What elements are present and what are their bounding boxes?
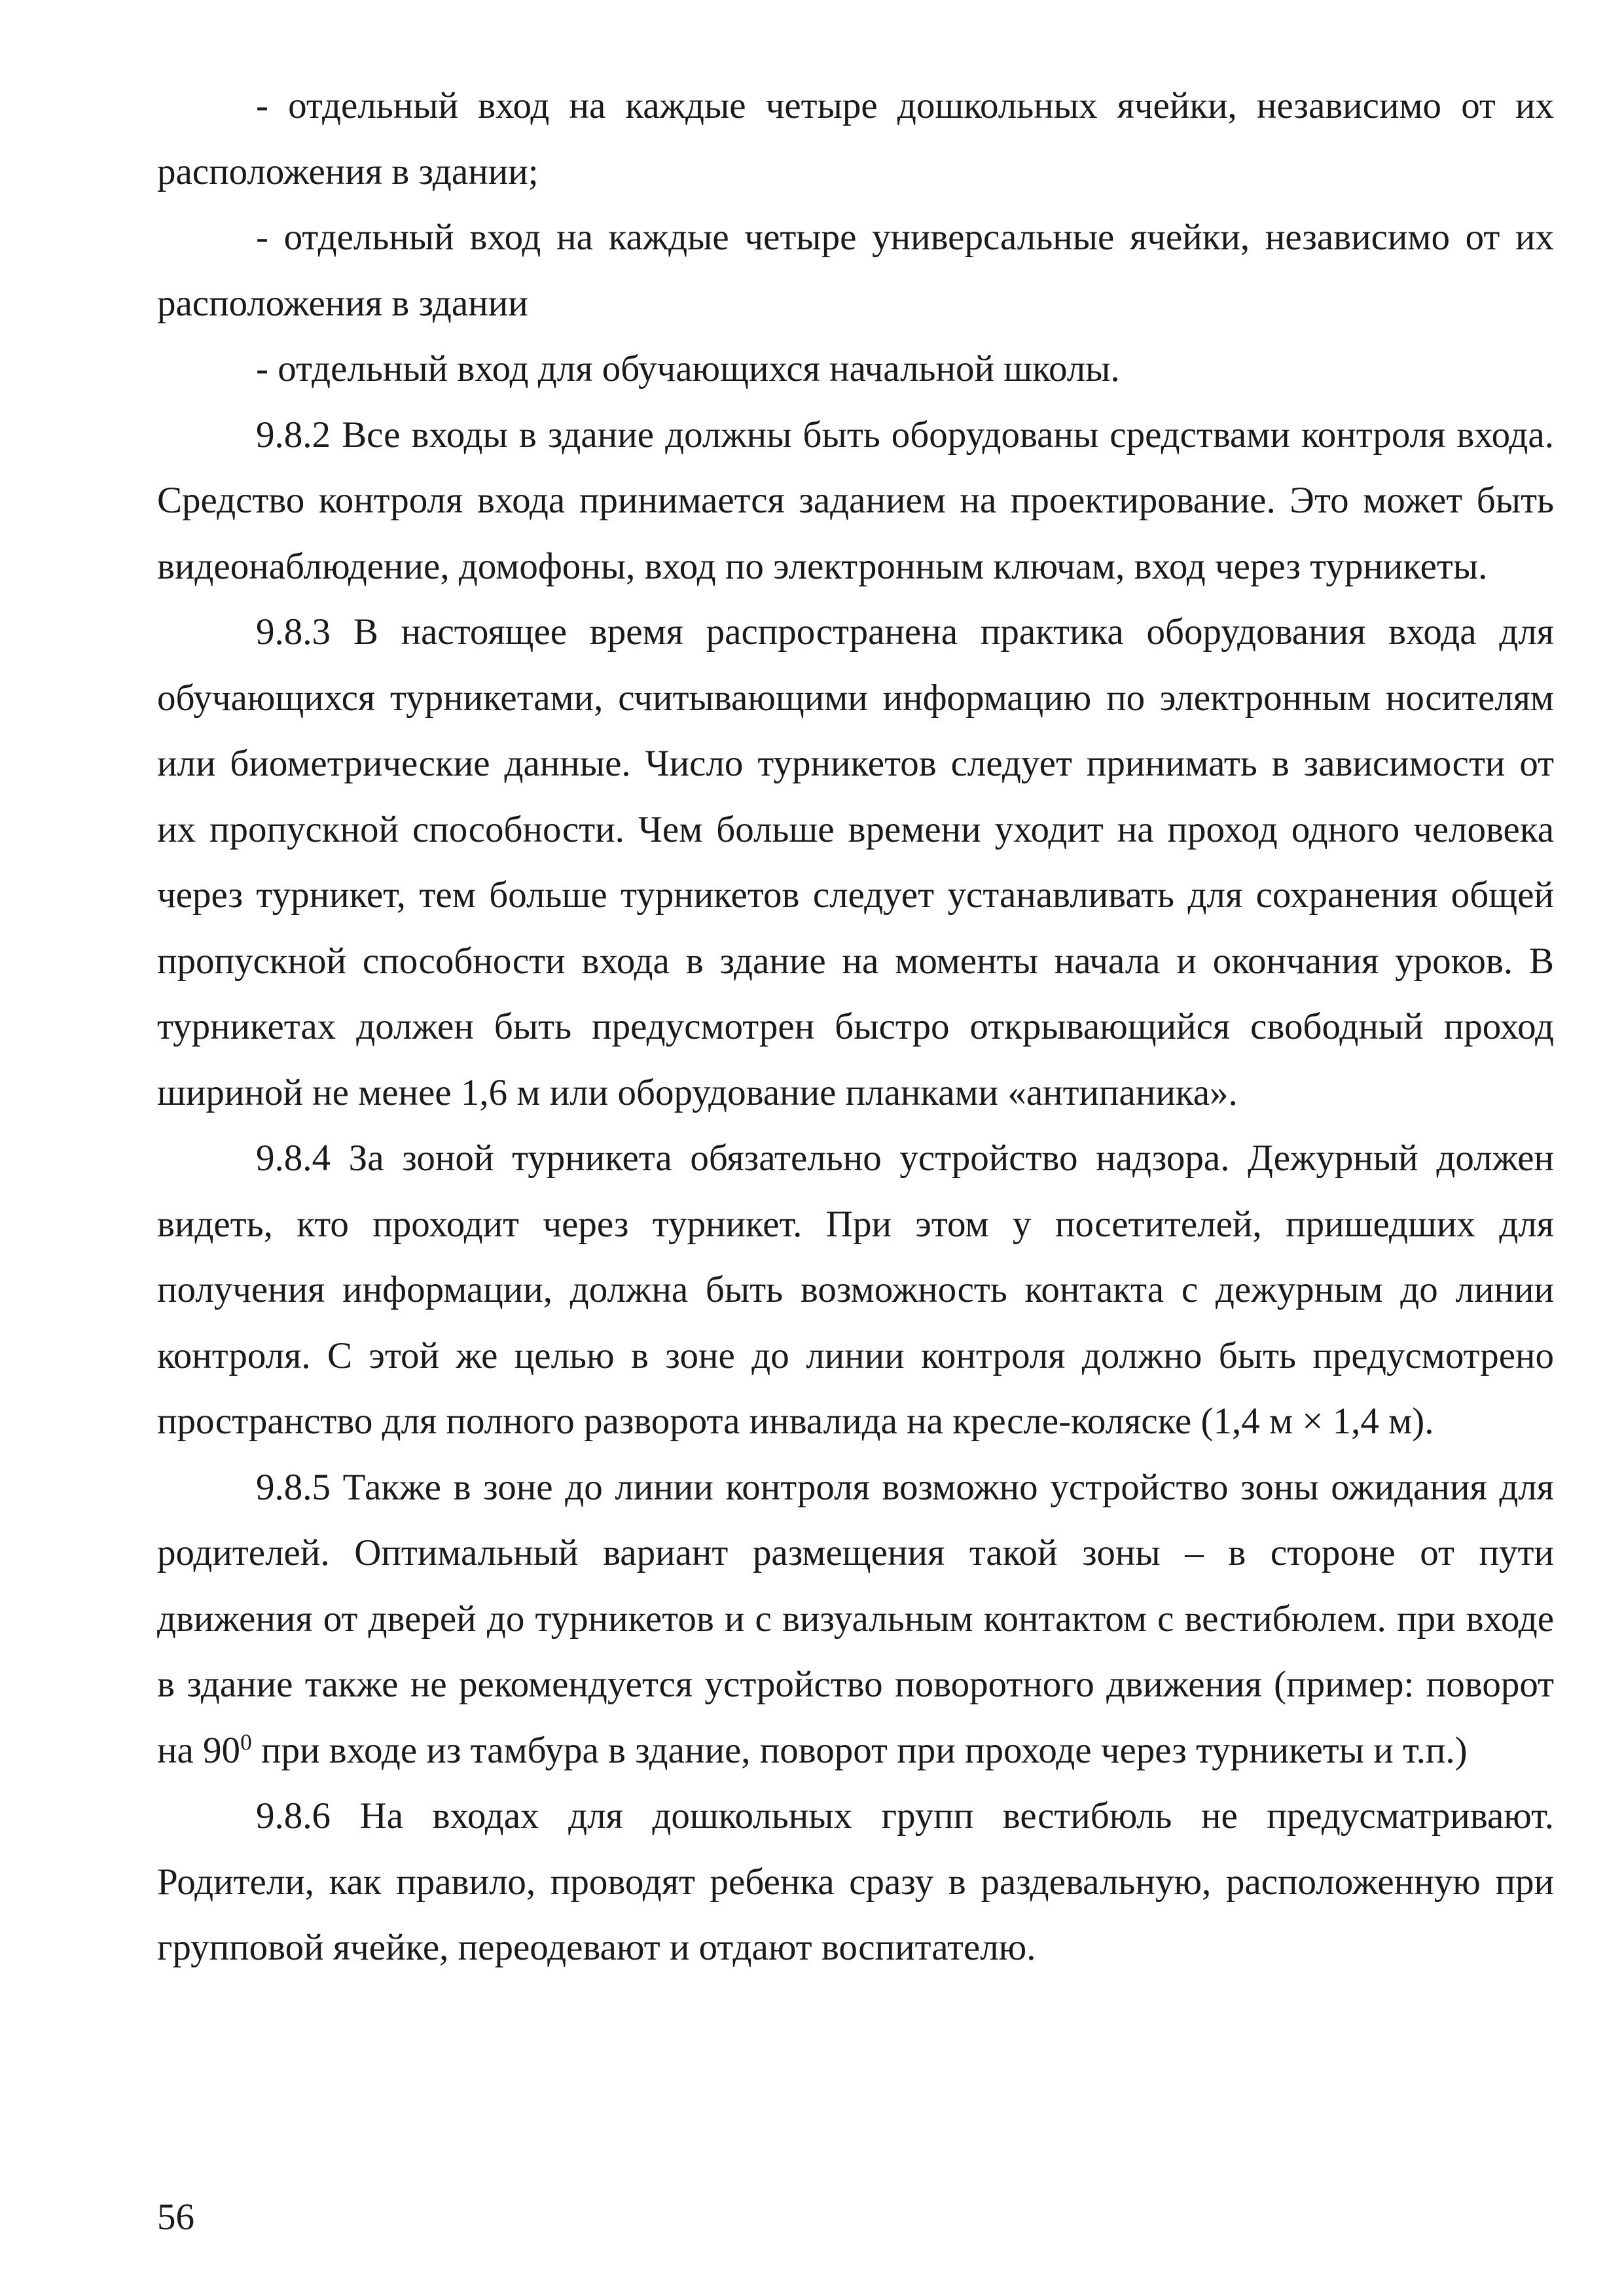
paragraph-9-8-2: 9.8.2 Все входы в здание должны быть оборудованы средствами контроля входа. Средство контроля входа принимается заданием на проектирование. Это может быть видеонаблюдение, домофоны, вход по электронным ключам, вход через турникеты. <box>157 414 1554 587</box>
body-text <box>157 73 1554 1981</box>
list-item-entrance-universal: - отдельный вход на каждые четыре универсальные ячейки, независимо от их расположения в здании <box>157 217 1554 324</box>
paragraph-9-8-4: 9.8.4 За зоной турникета обязательно устройство надзора. Дежурный должен видеть, кто проходит через турникет. При этом у посетителей, пришедших для получения информации, должна быть возможность контакта с дежурным до линии контроля. С этой же целью в зоне до линии контроля должно быть предусмотрено пространство для полного разворота инвалида на кресле-коляске (1,4 м × 1,4 м). <box>157 1138 1554 1442</box>
paragraph-9-8-5-text-before: 9.8.5 Также в зоне до линии контроля возможно устройство зоны ожидания для родителей. Оптимальный вариант размещения такой зоны – в стороне от пути движения от дверей до турникетов и с визуальным контактом с вестибюлем. при входе в здание также не рекомендуется устройство поворотного движения (пример: поворот на 90 <box>157 1466 1554 1771</box>
paragraph-9-8-6: 9.8.6 На входах для дошкольных групп вестибюль не предусматривают. Родители, как правило, проводят ребенка сразу в раздевальную, расположенную при групповой ячейке, переодевают и отдают воспитателю. <box>157 1795 1554 1968</box>
page-number: 56 <box>157 2197 194 2238</box>
degree-superscript: 0 <box>240 1729 252 1755</box>
paragraph-9-8-5-text-after: при входе из тамбура в здание, поворот при проходе через турникеты и т.п.) <box>251 1729 1468 1771</box>
paragraph-9-8-3: 9.8.3 В настоящее время распространена практика оборудования входа для обучающихся турникетами, считывающими информацию по электронным носителям или биометрические данные. Число турникетов следует принимать в зависимости от их пропускной способности. Чем больше времени уходит на проход одного человека через турникет, тем больше турникетов следует устанавливать для сохранения общей пропускной способности входа в здание на моменты начала и окончания уроков. В турникетах должен быть предусмотрен быстро открывающийся свободный проход шириной не менее 1,6 м или оборудование планками «антипаника». <box>157 611 1554 1113</box>
list-item-entrance-primary: - отдельный вход для обучающихся начальной школы. <box>256 348 1120 389</box>
list-item-entrance-preschool: - отдельный вход на каждые четыре дошкольных ячейки, независимо от их расположения в здании; <box>157 85 1554 192</box>
paragraph-9-8-5 <box>157 1455 1554 1784</box>
